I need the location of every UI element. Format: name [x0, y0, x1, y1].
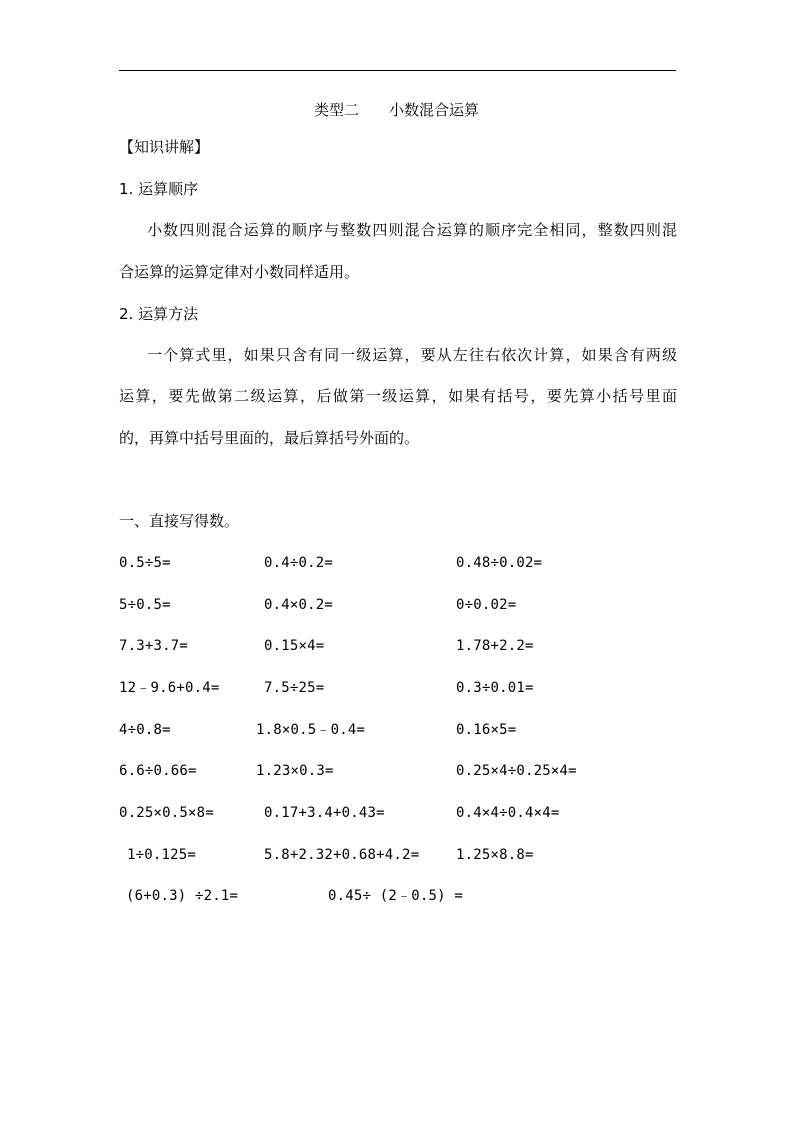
exercise-heading: 一、直接写得数。: [119, 512, 240, 530]
exercise-5-3: 0.16×5=: [456, 722, 517, 738]
exercise-2-2: 0.4×0.2=: [264, 597, 334, 613]
exercise-5-1: 4÷0.8=: [119, 722, 171, 738]
exercise-3-2: 0.15×4=: [264, 638, 325, 654]
title-type: 类型二: [313, 101, 359, 119]
exercise-7-1: 0.25×0.5×8=: [119, 805, 214, 821]
exercise-6-3: 0.25×4÷0.25×4=: [456, 763, 577, 779]
exercise-8-2: 5.8+2.32+0.68+4.2=: [264, 847, 420, 863]
exercise-1-3: 0.48÷0.02=: [456, 555, 543, 571]
title-topic: 小数混合运算: [389, 101, 480, 119]
exercise-1-1: 0.5÷5=: [119, 555, 171, 571]
exercise-6-1: 6.6÷0.66=: [119, 763, 197, 779]
exercise-1-2: 0.4÷0.2=: [264, 555, 334, 571]
exercise-9-2: 0.45÷ (2﹣0.5) =: [328, 888, 464, 904]
section-label: 【知识讲解】: [119, 138, 210, 156]
exercise-5-2: 1.8×0.5﹣0.4=: [256, 722, 366, 738]
exercise-2-1: 5÷0.5=: [119, 597, 171, 613]
point-2-line-3: 的，再算中括号里面的，最后算括号外面的。: [119, 429, 420, 447]
exercise-6-2: 1.23×0.3=: [256, 763, 334, 779]
exercise-7-2: 0.17+3.4+0.43=: [264, 805, 385, 821]
point-1-line-2: 合运算的运算定律对小数同样适用。: [119, 263, 360, 281]
point-2-line-1: 一个算式里，如果只含有同一级运算，要从左往右依次计算，如果含有两级: [146, 346, 677, 364]
exercise-9-1: (6+0.3) ÷2.1=: [126, 888, 239, 904]
exercise-7-3: 0.4×4÷0.4×4=: [456, 805, 560, 821]
point-1-line-1: 小数四则混合运算的顺序与整数四则混合运算的顺序完全相同，整数四则混: [146, 221, 677, 239]
point-2-line-2: 运算，要先做第二级运算，后做第一级运算，如果有括号，要先算小括号里面: [119, 387, 677, 405]
exercise-8-1: 1÷0.125=: [127, 847, 197, 863]
point-1-heading: 1. 运算顺序: [119, 180, 199, 198]
exercise-4-3: 0.3÷0.01=: [456, 680, 534, 696]
page-title: [0, 100, 793, 120]
exercise-8-3: 1.25×8.8=: [456, 847, 534, 863]
exercise-3-1: 7.3+3.7=: [119, 638, 189, 654]
exercise-4-2: 7.5÷25=: [264, 680, 325, 696]
exercise-4-1: 12﹣9.6+0.4=: [119, 680, 220, 696]
exercise-2-3: 0÷0.02=: [456, 597, 517, 613]
header-rule: [119, 70, 676, 71]
point-2-heading: 2. 运算方法: [119, 305, 199, 323]
exercise-3-3: 1.78+2.2=: [456, 638, 534, 654]
